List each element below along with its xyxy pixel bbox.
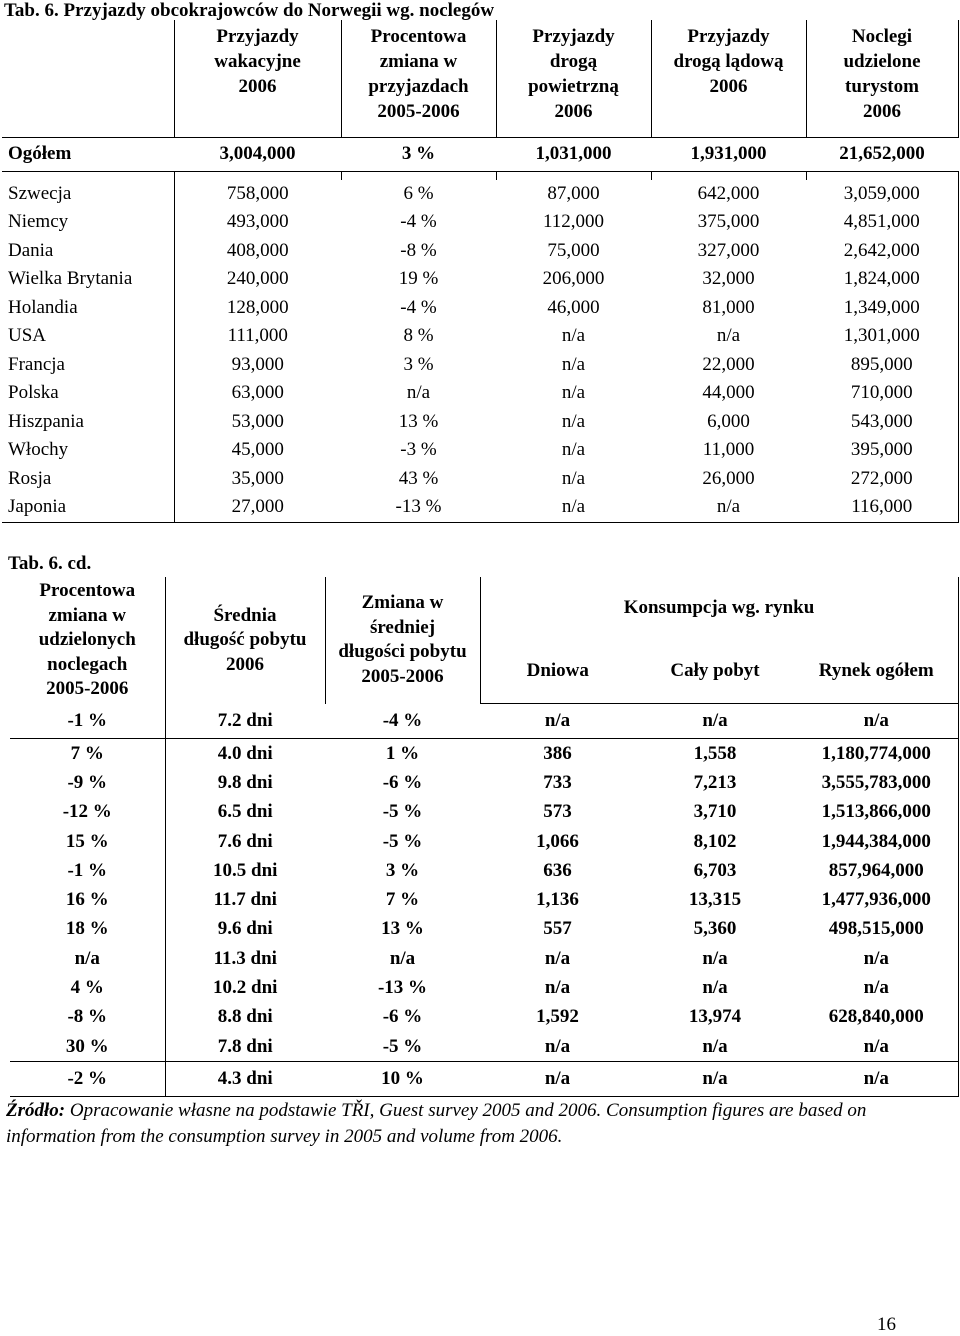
value-cell: n/a xyxy=(480,1062,635,1097)
col-header-air-arrivals xyxy=(496,20,651,137)
value-cell: 87,000 xyxy=(547,182,600,204)
table-row xyxy=(2,351,958,380)
table1-body xyxy=(2,171,958,522)
value-cell: -4 % xyxy=(400,211,437,233)
value-cell: 1,349,000 xyxy=(806,294,958,323)
table-row xyxy=(2,408,958,437)
header-line: Przyjazdy xyxy=(532,26,615,47)
table-continued xyxy=(10,577,959,1097)
col-header-daily: Dniowa xyxy=(480,640,635,704)
header-line: 2006 xyxy=(554,101,593,122)
table-row xyxy=(10,856,958,885)
value-cell: n/a xyxy=(702,1035,728,1057)
value-cell: 4.0 dni xyxy=(165,739,325,769)
value-cell: 10.5 dni xyxy=(165,856,325,885)
country-cell: Holandia xyxy=(8,296,78,318)
value-cell: n/a xyxy=(651,493,806,522)
value-cell: 1,513,866,000 xyxy=(795,798,958,827)
header-line: wakacyjne xyxy=(214,51,301,72)
value-cell: 573 xyxy=(543,801,572,823)
value-cell: 75,000 xyxy=(547,239,600,261)
value-cell: 3 % xyxy=(403,353,434,375)
value-cell: 13,315 xyxy=(688,889,742,911)
col-header-nights xyxy=(806,20,958,137)
header-line: zmiana w xyxy=(379,51,458,72)
value-cell: 112,000 xyxy=(542,211,605,233)
value-cell: 1,558 xyxy=(693,742,737,764)
header-line: zmiana w xyxy=(48,604,127,626)
header-line: 2005-2006 xyxy=(361,665,444,687)
value-cell: 4,851,000 xyxy=(806,208,958,237)
value-cell: 6.5 dni xyxy=(165,798,325,827)
value-cell: 1,301,000 xyxy=(806,322,958,351)
table2-last-row xyxy=(10,1062,958,1097)
value-cell: 1,944,384,000 xyxy=(795,827,958,856)
value-cell: n/a xyxy=(544,947,571,969)
col-header-whole-stay: Cały pobyt xyxy=(635,640,795,704)
value-cell: n/a xyxy=(480,704,635,739)
table-arrivals xyxy=(2,20,959,523)
country-cell: Włochy xyxy=(8,439,69,461)
value-cell: 8.8 dni xyxy=(165,1003,325,1032)
value-cell: 895,000 xyxy=(806,351,958,380)
header-line: długości pobytu xyxy=(338,641,467,663)
table-row xyxy=(10,1032,958,1062)
table-row xyxy=(2,379,958,408)
value-cell: 3 % xyxy=(385,859,420,881)
value-cell: 22,000 xyxy=(702,353,755,375)
country-cell: Polska xyxy=(8,382,59,404)
value-cell: n/a xyxy=(561,325,586,347)
value-cell: 7.2 dni xyxy=(165,704,325,739)
header-line: przyjazdach xyxy=(368,76,469,97)
table-row xyxy=(10,827,958,856)
table-row xyxy=(10,768,958,797)
table-row xyxy=(2,208,958,237)
value-cell: 272,000 xyxy=(806,465,958,494)
value-cell: -8 % xyxy=(400,239,437,261)
value-cell: 7.6 dni xyxy=(165,827,325,856)
value-cell: -3 % xyxy=(400,439,437,461)
value-cell: 32,000 xyxy=(702,268,755,290)
value-cell: -1 % xyxy=(67,859,108,881)
col-header-market-total: Rynek ogółem xyxy=(795,640,958,704)
header-line: Średnia xyxy=(213,604,277,626)
value-cell: 27,000 xyxy=(174,493,341,522)
col-header-consumption: Konsumpcja wg. rynku xyxy=(480,577,958,640)
country-cell: Japonia xyxy=(2,493,174,522)
col-header-avg-stay xyxy=(165,577,325,704)
value-cell: n/a xyxy=(74,947,100,969)
value-cell: 710,000 xyxy=(806,379,958,408)
value-cell: -6 % xyxy=(382,1006,423,1028)
header-line: udzielone xyxy=(843,51,921,72)
header-line: Noclegi xyxy=(851,26,913,47)
table-row xyxy=(10,885,958,914)
header-line: 2006 xyxy=(709,76,748,97)
value-cell: 1 % xyxy=(385,742,420,764)
value-cell: 6,703 xyxy=(693,859,737,881)
table-row xyxy=(10,915,958,944)
value-cell: 206,000 xyxy=(542,268,605,290)
header-line: 2005-2006 xyxy=(377,101,460,122)
value-cell: -6 % xyxy=(382,771,423,793)
value-cell: 11.7 dni xyxy=(165,885,325,914)
value-cell: -13 % xyxy=(341,493,496,522)
col-header-avg-stay-change xyxy=(325,577,480,704)
value-cell: 7 % xyxy=(385,889,420,911)
value-cell: 857,964,000 xyxy=(795,856,958,885)
value-cell: n/a xyxy=(795,704,958,739)
value-cell: n/a xyxy=(702,947,728,969)
header-line: Przyjazdy xyxy=(687,26,770,47)
source-note xyxy=(6,1098,906,1150)
value-cell: 128,000 xyxy=(174,294,341,323)
value-cell: 45,000 xyxy=(174,436,341,465)
header-line: 2005-2006 xyxy=(46,678,129,699)
value-cell: 9.8 dni xyxy=(165,768,325,797)
value-cell: n/a xyxy=(795,973,958,1002)
value-cell: n/a xyxy=(561,467,586,489)
value-cell: 733 xyxy=(543,771,572,793)
value-cell: 1,066 xyxy=(536,830,579,852)
table-row xyxy=(2,237,958,266)
header-line: noclegach xyxy=(47,653,128,675)
value-cell: n/a xyxy=(406,382,431,404)
value-cell: n/a xyxy=(544,1035,571,1057)
value-cell: 5,360 xyxy=(693,918,737,940)
value-cell: n/a xyxy=(561,439,586,461)
value-cell: 16 % xyxy=(65,889,109,911)
value-cell: 408,000 xyxy=(174,237,341,266)
value-cell: 3,059,000 xyxy=(806,180,958,209)
value-cell: 3,710 xyxy=(693,801,737,823)
value-cell: 7 % xyxy=(70,742,104,764)
value-cell: 111,000 xyxy=(174,322,341,351)
value-cell: 1,824,000 xyxy=(806,265,958,294)
value-cell: n/a xyxy=(496,493,651,522)
table-row xyxy=(2,436,958,465)
value-cell: 7,213 xyxy=(693,771,737,793)
header-line: udzielonych xyxy=(38,629,136,650)
header-line: turystom xyxy=(845,76,919,97)
value-cell: n/a xyxy=(635,704,795,739)
value-cell: 1,180,774,000 xyxy=(795,739,958,769)
value-cell: 543,000 xyxy=(806,408,958,437)
table-row xyxy=(10,973,958,1002)
value-cell: 493,000 xyxy=(174,208,341,237)
value-cell: 116,000 xyxy=(806,493,958,522)
header-line: Procentowa xyxy=(39,580,136,601)
value-cell: 46,000 xyxy=(547,296,600,318)
value-cell: 375,000 xyxy=(697,211,760,233)
col-header-land-arrivals xyxy=(651,20,806,137)
value-cell: 19 % xyxy=(398,268,439,290)
value-cell: 35,000 xyxy=(174,465,341,494)
value-cell: 93,000 xyxy=(174,351,341,380)
value-cell: 44,000 xyxy=(702,382,755,404)
col-header-percent-change xyxy=(341,20,496,137)
value-cell: 557 xyxy=(543,918,572,940)
table2-header-row-1 xyxy=(10,577,958,640)
value-cell: 10.2 dni xyxy=(165,973,325,1002)
page-number: 16 xyxy=(877,1314,896,1335)
country-cell: Szwecja xyxy=(8,182,72,204)
value-cell: 395,000 xyxy=(806,436,958,465)
value-cell: n/a xyxy=(389,947,416,969)
col-header-holiday-arrivals xyxy=(174,20,341,137)
value-cell: 6,000 xyxy=(707,410,750,432)
value-cell: -13 % xyxy=(377,977,428,999)
value-cell: 10 % xyxy=(325,1062,480,1097)
value-cell: 636 xyxy=(543,859,572,881)
value-cell: n/a xyxy=(702,977,728,999)
country-cell: Dania xyxy=(8,239,54,261)
value-cell: 15 % xyxy=(65,830,109,852)
col-header-nights-change xyxy=(10,577,165,704)
table1-total-row: Ogółem 3,004,000 3 % 1,031,000 1,931,000 21,652,000 xyxy=(2,137,958,171)
value-cell: -4 % xyxy=(400,296,437,318)
country-cell: Rosja xyxy=(8,467,52,489)
header-line: Zmiana w xyxy=(361,592,444,614)
table-row xyxy=(10,1003,958,1032)
header-line: Procentowa xyxy=(370,26,467,47)
value-cell: -4 % xyxy=(325,704,480,739)
value-cell: 1,477,936,000 xyxy=(795,885,958,914)
value-cell: 11,000 xyxy=(702,439,755,461)
table-row xyxy=(2,180,958,209)
value-cell: n/a xyxy=(561,410,586,432)
value-cell: 4.3 dni xyxy=(165,1062,325,1097)
value-cell: 1,136 xyxy=(536,889,579,911)
value-cell: n/a xyxy=(795,944,958,973)
table1-header-row xyxy=(2,20,958,137)
value-cell: 240,000 xyxy=(174,265,341,294)
value-cell: -5 % xyxy=(382,801,423,823)
value-cell: 7.8 dni xyxy=(165,1032,325,1062)
value-cell: 11.3 dni xyxy=(165,944,325,973)
value-cell: 2,642,000 xyxy=(806,237,958,266)
table-row xyxy=(2,265,958,294)
source-label: Źródło: xyxy=(6,1100,66,1121)
header-line: 2006 xyxy=(863,101,901,122)
header-line: długość pobytu xyxy=(183,629,307,650)
value-cell: n/a xyxy=(561,353,586,375)
value-cell: 18 % xyxy=(65,918,109,940)
value-cell: 43 % xyxy=(398,467,439,489)
country-cell: Hiszpania xyxy=(8,410,84,432)
table2-title: Tab. 6. cd. xyxy=(8,553,92,574)
table-row xyxy=(10,798,958,827)
value-cell: 386 xyxy=(543,742,572,764)
value-cell: 1,592 xyxy=(536,1006,579,1028)
value-cell: 6 % xyxy=(403,182,434,204)
value-cell: n/a xyxy=(795,1032,958,1062)
value-cell: 498,515,000 xyxy=(795,915,958,944)
value-cell: -2 % xyxy=(10,1062,165,1097)
header-line: Przyjazdy xyxy=(216,26,299,47)
table-row xyxy=(2,493,958,522)
country-cell: Wielka Brytania xyxy=(8,268,133,290)
country-cell: Niemcy xyxy=(8,211,69,233)
source-text: Opracowanie własne na podstawie TŘI, Guest survey 2005 and 2006. Consumption figures are based on information from the consumption survey in 2005 and volume from 2006. xyxy=(6,1100,867,1147)
country-cell: Francja xyxy=(8,353,65,375)
table-row xyxy=(10,739,958,769)
value-cell: 26,000 xyxy=(702,467,755,489)
header-line: 2006 xyxy=(238,76,277,97)
value-cell: -5 % xyxy=(382,830,423,852)
value-cell: 81,000 xyxy=(702,296,755,318)
value-cell: 13 % xyxy=(398,410,439,432)
table-row xyxy=(2,322,958,351)
table-row xyxy=(2,294,958,323)
value-cell: -9 % xyxy=(67,771,108,793)
table2-total-row xyxy=(10,704,958,739)
value-cell: 53,000 xyxy=(174,408,341,437)
value-cell: -5 % xyxy=(382,1035,423,1057)
value-cell: 13,974 xyxy=(688,1006,742,1028)
header-line: średniej xyxy=(369,616,436,638)
header-line: powietrzną xyxy=(528,76,619,97)
value-cell: -8 % xyxy=(67,1006,108,1028)
value-cell: 9.6 dni xyxy=(165,915,325,944)
value-cell: n/a xyxy=(561,382,586,404)
value-cell: n/a xyxy=(544,977,571,999)
value-cell: n/a xyxy=(716,325,741,347)
header-line: drogą lądową xyxy=(673,51,784,72)
value-cell: 63,000 xyxy=(174,379,341,408)
value-cell: 30 % xyxy=(65,1035,109,1057)
value-cell: -12 % xyxy=(62,801,112,823)
header-line: drogą xyxy=(549,51,598,72)
value-cell: 8,102 xyxy=(693,830,737,852)
value-cell: 327,000 xyxy=(697,239,760,261)
value-cell: 3,555,783,000 xyxy=(795,768,958,797)
value-cell: n/a xyxy=(635,1062,795,1097)
value-cell: 628,840,000 xyxy=(795,1003,958,1032)
value-cell: 4 % xyxy=(70,977,104,999)
spacer-row xyxy=(2,171,958,180)
value-cell: 8 % xyxy=(403,325,434,347)
value-cell: 13 % xyxy=(381,918,424,940)
table-row xyxy=(2,465,958,494)
value-cell: 642,000 xyxy=(697,182,760,204)
header-line: 2006 xyxy=(226,653,264,675)
table1-title: Tab. 6. Przyjazdy obcokrajowców do Norwegii wg. noclegów xyxy=(4,0,495,21)
value-cell: -1 % xyxy=(10,704,165,739)
value-cell: 758,000 xyxy=(174,180,341,209)
table2-body xyxy=(10,704,958,1097)
table-row xyxy=(10,944,958,973)
country-cell: USA xyxy=(8,325,47,347)
value-cell: n/a xyxy=(795,1062,958,1097)
